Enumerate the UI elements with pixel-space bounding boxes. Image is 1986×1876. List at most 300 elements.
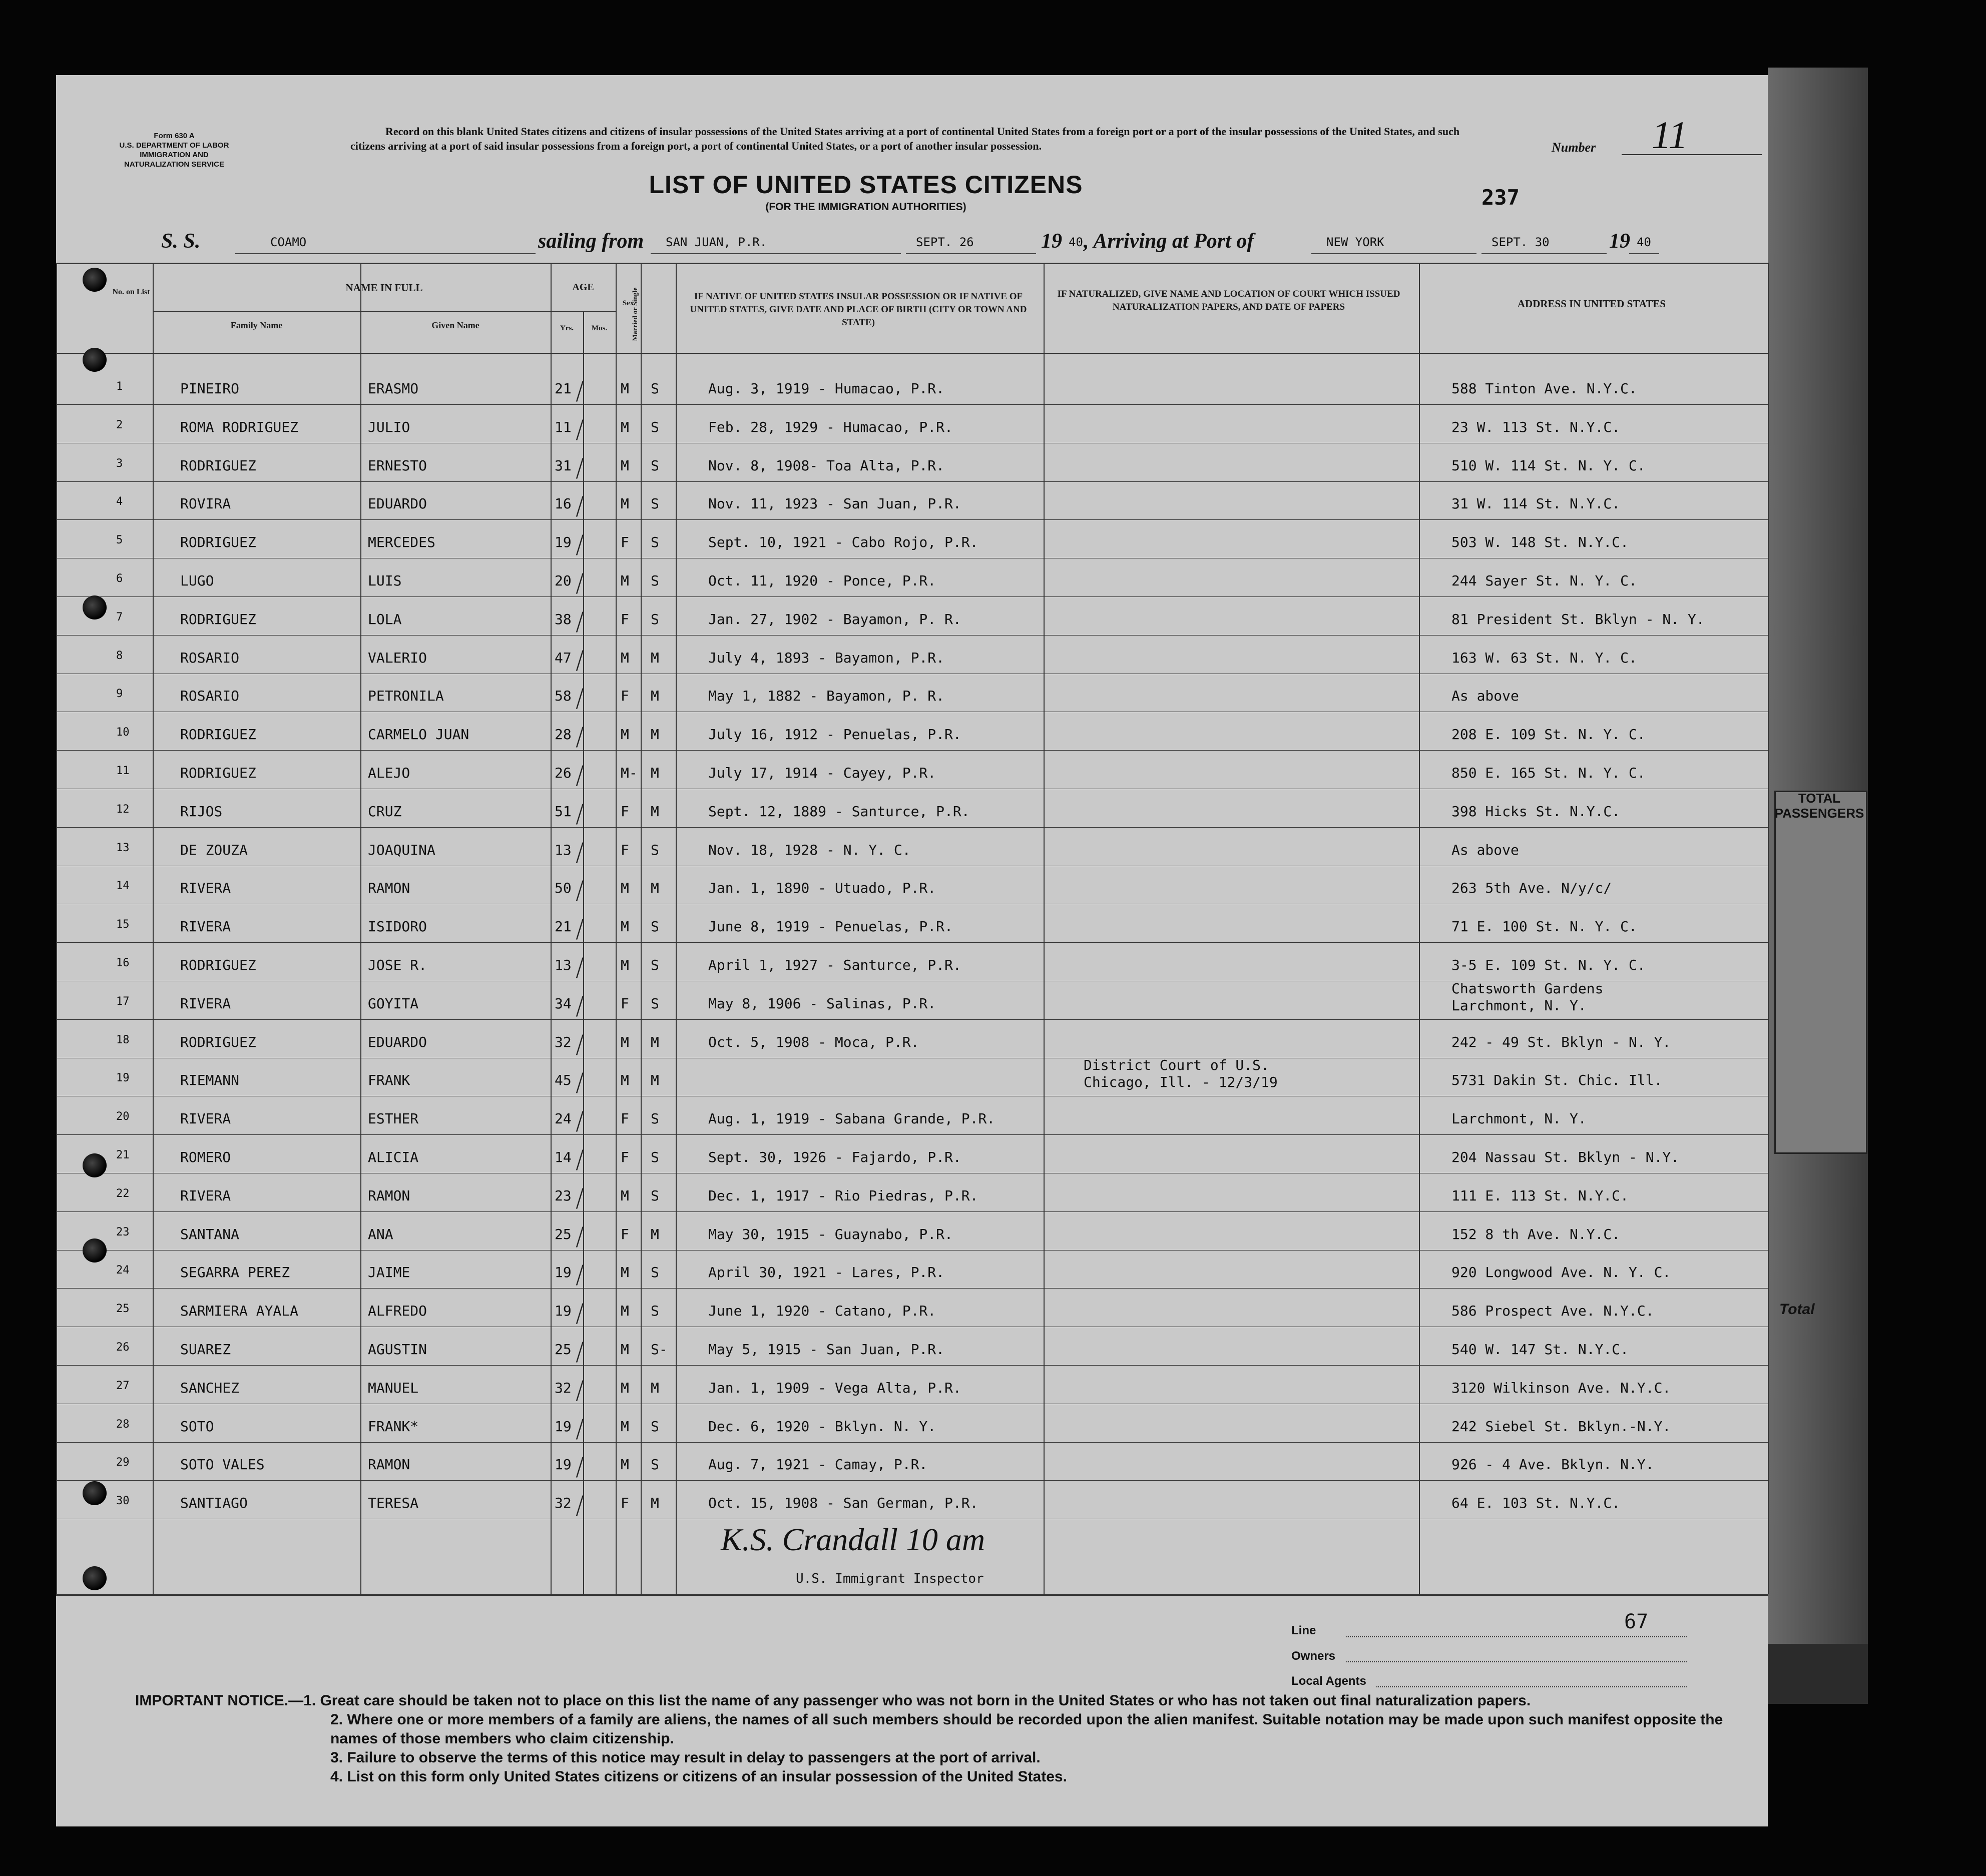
row-number: 13 [116, 842, 130, 854]
birth-date-place: July 16, 1912 - Penuelas, P.R. [708, 726, 961, 743]
sex: M [621, 1380, 629, 1396]
sex: F [621, 1226, 629, 1242]
table-row [0, 1371, 1986, 1409]
family-name: RIEMANN [180, 1072, 240, 1088]
address: 111 E. 113 St. N.Y.C. [1451, 1187, 1629, 1204]
address: Chatsworth Gardens [1451, 980, 1604, 997]
sex: M [621, 957, 629, 973]
arrival-date: SEPT. 30 [1492, 235, 1550, 249]
punch-hole [83, 1153, 107, 1177]
months-tick-mark: / [576, 1414, 584, 1443]
address: 503 W. 148 St. N.Y.C. [1451, 534, 1629, 550]
age-years: 32 [555, 1380, 572, 1396]
table-top-border [56, 263, 1768, 264]
address: 31 W. 114 St. N.Y.C. [1451, 495, 1621, 512]
age-years: 50 [555, 880, 572, 896]
marital-status: M [651, 1034, 659, 1050]
age-years: 19 [555, 1264, 572, 1281]
months-tick-mark: / [576, 376, 584, 405]
given-name: MANUEL [368, 1380, 419, 1396]
row-number: 18 [116, 1034, 130, 1046]
table-row [0, 1255, 1986, 1293]
row-number: 21 [116, 1149, 130, 1161]
age-years: 51 [555, 803, 572, 820]
months-tick-mark: / [576, 684, 584, 713]
given-name: RAMON [368, 880, 410, 896]
sex: M [621, 918, 629, 935]
address: 926 - 4 Ave. Bklyn. N.Y. [1451, 1456, 1654, 1473]
marital-status: S [651, 842, 659, 858]
family-name: DE ZOUZA [180, 842, 248, 858]
months-tick-mark: / [576, 1068, 584, 1097]
given-name: PETRONILA [368, 688, 444, 704]
depart-date: SEPT. 26 [916, 235, 974, 249]
arrival-port: NEW YORK [1326, 235, 1384, 249]
family-name: SOTO [180, 1418, 214, 1435]
birth-date-place: Oct. 15, 1908 - San German, P.R. [708, 1495, 978, 1511]
address: Larchmont, N. Y. [1451, 1110, 1587, 1127]
table-row [0, 833, 1986, 871]
given-name: VALERIO [368, 650, 427, 666]
row-number: 27 [116, 1380, 130, 1392]
table-row [0, 948, 1986, 986]
given-name: ALICIA [368, 1149, 419, 1165]
birth-date-place: Oct. 11, 1920 - Ponce, P.R. [708, 572, 936, 589]
age-years: 34 [555, 995, 572, 1012]
age-years: 11 [555, 419, 572, 435]
given-name: ALEJO [368, 765, 410, 781]
given-name: JOAQUINA [368, 842, 435, 858]
marital-status: M [651, 1072, 659, 1088]
months-tick-mark: / [576, 991, 584, 1020]
months-tick-mark: / [576, 1145, 584, 1174]
total-passengers-label: TOTAL PASSENGERS [1774, 791, 1864, 821]
table-row [0, 1140, 1986, 1178]
marital-status: S [651, 995, 659, 1012]
table-row [0, 909, 1986, 947]
header-bottom-border [56, 353, 1768, 354]
marital-status: S [651, 1187, 659, 1204]
months-tick-mark: / [576, 1376, 584, 1405]
months-tick-mark: / [576, 607, 584, 636]
table-row [0, 1294, 1986, 1332]
given-name: GOYITA [368, 995, 419, 1012]
months-tick-mark: / [576, 415, 584, 444]
arriving-label: , Arriving at Port of [1084, 230, 1254, 253]
marital-status: S [651, 534, 659, 550]
marital-status: M [651, 1226, 659, 1242]
depart-date-underline [906, 253, 1036, 254]
given-name: RAMON [368, 1456, 410, 1473]
punch-hole [83, 595, 107, 619]
given-name: AGUSTIN [368, 1341, 427, 1358]
birth-date-place: Aug. 7, 1921 - Camay, P.R. [708, 1456, 928, 1473]
page-title: LIST OF UNITED STATES CITIZENS [649, 171, 1083, 199]
arrival-year-prefix: 19 [1609, 230, 1630, 253]
given-name: CARMELO JUAN [368, 726, 469, 743]
sex: M [621, 726, 629, 743]
table-row [0, 602, 1986, 640]
row-number: 19 [116, 1072, 130, 1084]
marital-status: S [651, 1149, 659, 1165]
table-row [0, 756, 1986, 794]
age-years: 13 [555, 842, 572, 858]
marital-status: S [651, 918, 659, 935]
header-family-name: Family Name [230, 320, 283, 330]
birth-date-place: Sept. 30, 1926 - Fajardo, P.R. [708, 1149, 961, 1165]
age-years: 25 [555, 1226, 572, 1242]
birth-date-place: Dec. 1, 1917 - Rio Piedras, P.R. [708, 1187, 978, 1204]
sex: M [621, 457, 629, 474]
sex: M [621, 1187, 629, 1204]
family-name: RODRIGUEZ [180, 957, 256, 973]
table-row [0, 679, 1986, 717]
family-name: RODRIGUEZ [180, 611, 256, 628]
table-row [0, 371, 1986, 409]
birth-date-place: April 30, 1921 - Lares, P.R. [708, 1264, 945, 1281]
address: 398 Hicks St. N.Y.C. [1451, 803, 1621, 820]
months-tick-mark: / [576, 914, 584, 943]
arrival-date-underline [1481, 253, 1607, 254]
family-name: SARMIERA AYALA [180, 1303, 299, 1319]
age-years: 58 [555, 688, 572, 704]
marital-status: M [651, 726, 659, 743]
table-row [0, 641, 1986, 679]
table-row [0, 1057, 1986, 1101]
family-name: RIVERA [180, 1110, 231, 1127]
age-years: 32 [555, 1034, 572, 1050]
sex: F [621, 611, 629, 628]
age-years: 38 [555, 611, 572, 628]
given-name: JAIME [368, 1264, 410, 1281]
table-row [0, 1178, 1986, 1216]
row-number: 1 [116, 380, 123, 393]
header-age: AGE [572, 282, 594, 293]
row-number: 3 [116, 457, 123, 470]
age-years: 21 [555, 918, 572, 935]
sex: M [621, 1303, 629, 1319]
inspector-title: U.S. Immigrant Inspector [796, 1571, 984, 1586]
owners-label: Owners [1291, 1649, 1336, 1663]
form-id-block [84, 131, 264, 169]
months-tick-mark: / [576, 1222, 584, 1251]
age-years: 47 [555, 650, 572, 666]
months-tick-mark: / [576, 876, 584, 905]
header-name-in-full: NAME IN FULL [345, 282, 423, 294]
row-number: 26 [116, 1341, 130, 1354]
age-years: 45 [555, 1072, 572, 1088]
given-name: RAMON [368, 1187, 410, 1204]
sex: F [621, 1495, 629, 1511]
table-row [0, 1486, 1986, 1524]
family-name: SANTANA [180, 1226, 240, 1242]
sex: M [621, 1456, 629, 1473]
notice-item-2: 2. Where one or more members of a family are aliens, the names of all such members should be recorded upon the alien manifest. Suitable notation may be made upon such manifest opposite the names of those members who claim citizenship. [330, 1711, 1723, 1747]
given-name: ERNESTO [368, 457, 427, 474]
address: 850 E. 165 St. N. Y. C. [1451, 765, 1646, 781]
address: 588 Tinton Ave. N.Y.C. [1451, 380, 1637, 397]
header-given-name: Given Name [431, 320, 479, 330]
sex: M [621, 1034, 629, 1050]
agents-underline [1376, 1686, 1687, 1687]
notice-item-3: 3. Failure to observe the terms of this notice may result in delay to passengers at the port of arrival. [330, 1749, 1041, 1766]
number-underline [1622, 154, 1762, 155]
age-years: 25 [555, 1341, 572, 1358]
age-years: 13 [555, 957, 572, 973]
sex: F [621, 995, 629, 1012]
from-port: SAN JUAN, P.R. [666, 235, 767, 249]
sex: M [621, 419, 629, 435]
marital-status: S [651, 380, 659, 397]
birth-date-place: Nov. 18, 1928 - N. Y. C. [708, 842, 911, 858]
service-line-1: IMMIGRATION AND [140, 151, 209, 159]
months-tick-mark: / [576, 1299, 584, 1328]
address: 920 Longwood Ave. N. Y. C. [1451, 1264, 1671, 1281]
given-name: LOLA [368, 611, 402, 628]
row-number: 28 [116, 1418, 130, 1431]
address: 64 E. 103 St. N.Y.C. [1451, 1495, 1621, 1511]
months-tick-mark: / [576, 1260, 584, 1289]
row-number: 30 [116, 1495, 130, 1507]
table-row [0, 1409, 1986, 1447]
birth-date-place: May 8, 1906 - Salinas, P.R. [708, 995, 936, 1012]
sex: F [621, 842, 629, 858]
age-years: 19 [555, 1303, 572, 1319]
sex: M [621, 572, 629, 589]
family-name: LUGO [180, 572, 214, 589]
family-name: RIJOS [180, 803, 223, 820]
given-name: FRANK* [368, 1418, 419, 1435]
row-number: 4 [116, 495, 123, 508]
table-row [0, 525, 1986, 563]
age-years: 26 [555, 765, 572, 781]
marital-status: S- [651, 1341, 668, 1358]
months-tick-mark: / [576, 761, 584, 790]
table-row [0, 486, 1986, 524]
marital-status: S [651, 495, 659, 512]
row-number: 16 [116, 957, 130, 969]
row-number: 17 [116, 995, 130, 1008]
family-name: ROMERO [180, 1149, 231, 1165]
family-name: RIVERA [180, 880, 231, 896]
given-name: CRUZ [368, 803, 402, 820]
given-name: TERESA [368, 1495, 419, 1511]
sex: M [621, 1264, 629, 1281]
header-yrs: Yrs. [560, 324, 574, 332]
sailing-label: sailing from [538, 230, 644, 253]
given-name: FRANK [368, 1072, 410, 1088]
sex: M [621, 1341, 629, 1358]
months-tick-mark: / [576, 1337, 584, 1366]
row-number: 2 [116, 419, 123, 431]
arrival-year-underline [1629, 253, 1659, 254]
marital-status: M [651, 1495, 659, 1511]
from-port-underline [651, 253, 901, 254]
punch-hole [83, 1238, 107, 1263]
name-subheader-line [153, 311, 616, 312]
sex: F [621, 534, 629, 550]
months-tick-mark: / [576, 453, 584, 482]
table-row [0, 1025, 1986, 1063]
given-name: EDUARDO [368, 495, 427, 512]
line-value: 67 [1624, 1610, 1649, 1633]
line-label: Line [1291, 1624, 1316, 1637]
family-name: ROMA RODRIGUEZ [180, 419, 299, 435]
header-sex: Sex [622, 299, 634, 307]
given-name: LUIS [368, 572, 402, 589]
address: 81 President St. Bklyn - N. Y. [1451, 611, 1705, 628]
address: 152 8 th Ave. N.Y.C. [1451, 1226, 1621, 1242]
birth-date-place: Nov. 8, 1908- Toa Alta, P.R. [708, 457, 945, 474]
address: 5731 Dakin St. Chic. Ill. [1451, 1072, 1663, 1088]
birth-date-place: May 1, 1882 - Bayamon, P. R. [708, 688, 945, 704]
marital-status: M [651, 803, 659, 820]
row-number: 22 [116, 1187, 130, 1200]
notice-heading: IMPORTANT NOTICE.—1. [135, 1692, 316, 1709]
given-name: ISIDORO [368, 918, 427, 935]
preamble-text: Record on this blank United States citizens and citizens of insular possessions of the United States arriving at a port of continental United States from a foreign port or a port of the insular possessions of the United States, and such citizens arriving at a port of said insular possessions from a foreign port, a port of continental United States, or a port of another insular possession. [350, 125, 1460, 152]
birth-date-place: June 8, 1919 - Penuelas, P.R. [708, 918, 953, 935]
sex: F [621, 1110, 629, 1127]
given-name: ALFREDO [368, 1303, 427, 1319]
address: 3-5 E. 109 St. N. Y. C. [1451, 957, 1646, 973]
address: 204 Nassau St. Bklyn - N.Y. [1451, 1149, 1680, 1165]
page-subtitle: (FOR THE IMMIGRATION AUTHORITIES) [765, 201, 966, 213]
table-row [0, 1332, 1986, 1370]
family-name: RODRIGUEZ [180, 726, 256, 743]
header-naturalized: IF NATURALIZED, GIVE NAME AND LOCATION OF COURT WHICH ISSUED NATURALIZATION PAPERS, AND DATE OF PAPERS [1057, 289, 1400, 312]
sex: M [621, 650, 629, 666]
form-number: Form 630 A [154, 132, 195, 140]
sheet-number: 237 [1481, 185, 1520, 210]
table-row [0, 1101, 1986, 1139]
family-name: SANCHEZ [180, 1380, 240, 1396]
marital-status: S [651, 1264, 659, 1281]
marital-status: S [651, 1303, 659, 1319]
row-number: 29 [116, 1456, 130, 1469]
header-address: ADDRESS IN UNITED STATES [1517, 298, 1666, 310]
table-bottom-border [56, 1594, 1768, 1596]
months-tick-mark: / [576, 838, 584, 867]
birth-date-place: Sept. 12, 1889 - Santurce, P.R. [708, 803, 970, 820]
agents-label: Local Agents [1291, 1674, 1366, 1688]
given-name: JULIO [368, 419, 410, 435]
sex: F [621, 688, 629, 704]
address: 510 W. 114 St. N. Y. C. [1451, 457, 1646, 474]
row-number: 25 [116, 1303, 130, 1315]
age-years: 32 [555, 1495, 572, 1511]
marital-status: S [651, 419, 659, 435]
address: 23 W. 113 St. N.Y.C. [1451, 419, 1621, 435]
age-years: 28 [555, 726, 572, 743]
row-number: 9 [116, 688, 123, 700]
notice-item-1: Great care should be taken not to place on this list the name of any passenger who was not born in the United States or who has not taken out final naturalization papers. [320, 1692, 1531, 1709]
marital-status: M [651, 765, 659, 781]
depart-year: 40 [1069, 235, 1083, 249]
birth-date-place: Sept. 10, 1921 - Cabo Rojo, P.R. [708, 534, 978, 550]
family-name: RODRIGUEZ [180, 534, 256, 550]
birth-date-place: Jan. 27, 1902 - Bayamon, P. R. [708, 611, 961, 628]
department: U.S. DEPARTMENT OF LABOR [119, 141, 229, 150]
owners-underline [1346, 1661, 1687, 1662]
row-number: 5 [116, 534, 123, 546]
months-tick-mark: / [576, 1030, 584, 1059]
marital-status: S [651, 1456, 659, 1473]
important-notice [135, 1691, 1727, 1786]
address: 244 Sayer St. N. Y. C. [1451, 572, 1637, 589]
sex: F [621, 1149, 629, 1165]
row-number: 15 [116, 918, 130, 931]
table-row [0, 717, 1986, 755]
table-row [0, 563, 1986, 601]
row-number: 12 [116, 803, 130, 816]
age-years: 31 [555, 457, 572, 474]
family-name: PINEIRO [180, 380, 240, 397]
service-line-2: NATURALIZATION SERVICE [124, 160, 224, 169]
row-number: 8 [116, 650, 123, 662]
strip-shadow [1768, 1644, 1868, 1704]
birth-date-place: Jan. 1, 1909 - Vega Alta, P.R. [708, 1380, 961, 1396]
table-row [0, 448, 1986, 486]
address: 208 E. 109 St. N. Y. C. [1451, 726, 1646, 743]
notice-item-4: 4. List on this form only United States citizens or citizens of an insular possession of the United States. [330, 1768, 1067, 1785]
total-label: Total [1779, 1301, 1815, 1318]
birth-date-place: Dec. 6, 1920 - Bklyn. N. Y. [708, 1418, 936, 1435]
table-row [0, 1217, 1986, 1255]
birth-date-place: July 17, 1914 - Cayey, P.R. [708, 765, 936, 781]
header-married-single: Married or Single [632, 287, 639, 341]
ship-underline [235, 253, 536, 254]
age-years: 20 [555, 572, 572, 589]
birth-date-place: Jan. 1, 1890 - Utuado, P.R. [708, 880, 936, 896]
marital-status: S [651, 611, 659, 628]
marital-status: M [651, 880, 659, 896]
sex: M [621, 380, 629, 397]
months-tick-mark: / [576, 953, 584, 982]
birth-date-place: July 4, 1893 - Bayamon, P.R. [708, 650, 945, 666]
months-tick-mark: / [576, 491, 584, 520]
row-number: 11 [116, 765, 130, 777]
months-tick-mark: / [576, 530, 584, 559]
age-years: 14 [555, 1149, 572, 1165]
address: 242 Siebel St. Bklyn.-N.Y. [1451, 1418, 1671, 1435]
sex: M [621, 495, 629, 512]
marital-status: M [651, 688, 659, 704]
address-line-2: Larchmont, N. Y. [1451, 997, 1587, 1014]
punch-hole [83, 1566, 107, 1590]
given-name: ERASMO [368, 380, 419, 397]
address: 163 W. 63 St. N. Y. C. [1451, 650, 1637, 666]
months-tick-mark: / [576, 1491, 584, 1520]
birth-date-place: April 1, 1927 - Santurce, P.R. [708, 957, 961, 973]
birth-date-place: May 30, 1915 - Guaynabo, P.R. [708, 1226, 953, 1242]
birth-date-place: Aug. 1, 1919 - Sabana Grande, P.R. [708, 1110, 996, 1127]
inspector-signature: K.S. Crandall 10 am [721, 1522, 985, 1557]
family-name: SANTIAGO [180, 1495, 248, 1511]
family-name: RODRIGUEZ [180, 1034, 256, 1050]
family-name: SEGARRA PEREZ [180, 1264, 290, 1281]
given-name: EDUARDO [368, 1034, 427, 1050]
age-years: 24 [555, 1110, 572, 1127]
age-years: 19 [555, 534, 572, 550]
ship-name: COAMO [270, 235, 307, 249]
months-tick-mark: / [576, 722, 584, 751]
marital-status: S [651, 457, 659, 474]
marital-status: S [651, 1418, 659, 1435]
months-tick-mark: / [576, 799, 584, 828]
row-number: 23 [116, 1226, 130, 1238]
birth-date-place: Aug. 3, 1919 - Humacao, P.R. [708, 380, 945, 397]
